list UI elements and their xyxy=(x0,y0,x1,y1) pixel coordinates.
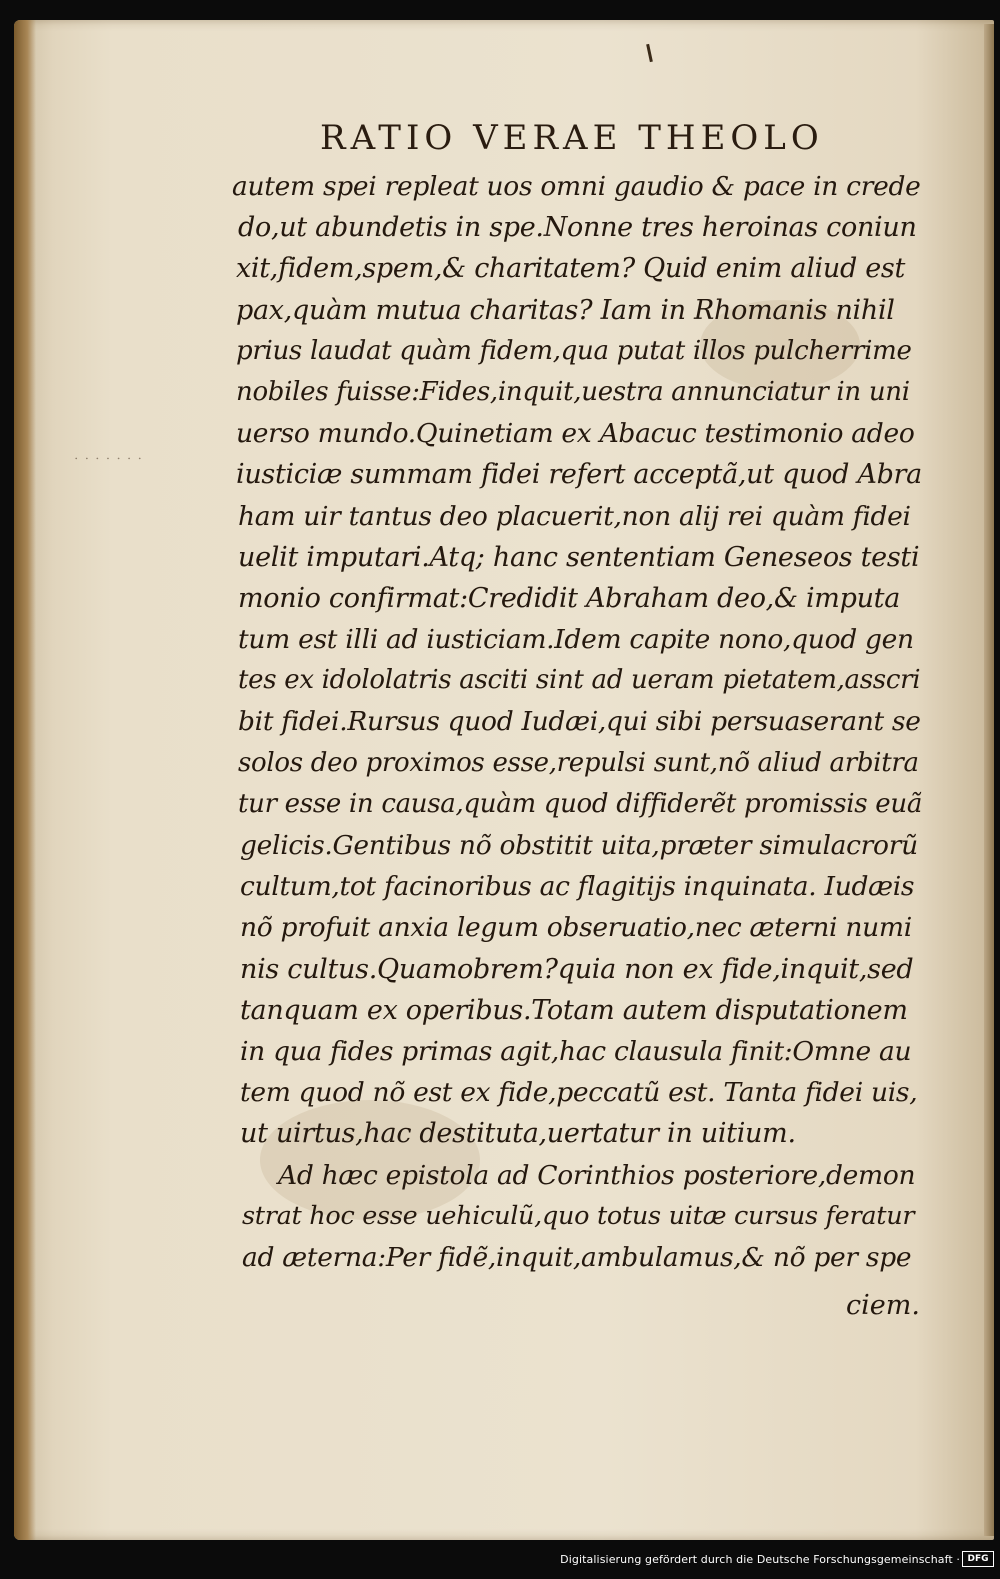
page-edge xyxy=(984,24,994,1536)
text-line: bit fidei.Rursus quod Iudæi,qui sibi persuaserant se xyxy=(238,706,921,738)
catchword: ciem. xyxy=(846,1290,920,1321)
main-text xyxy=(232,166,922,1278)
text-line: iusticiæ summam fidei refert acceptã,ut quod Abra xyxy=(236,459,922,491)
text-line: nis cultus.Quamobrem?quia non ex fide,inquit,sed xyxy=(240,953,914,985)
text-line: ham uir tantus deo placuerit,non alij rei quàm fidei xyxy=(238,500,911,532)
text-line: tem quod nõ est ex fide,peccatũ est. Tanta fidei uis, xyxy=(240,1077,918,1109)
text-line: tes ex idololatris asciti sint ad ueram pietatem,asscri xyxy=(238,665,921,696)
dfg-logo: DFG xyxy=(962,1551,994,1567)
page-gutter xyxy=(14,20,36,1540)
text-line: Ad hæc epistola ad Corinthios posteriore,demon xyxy=(278,1159,916,1191)
text-line: tum est illi ad iusticiam.Idem capite nono,quod gen xyxy=(238,624,914,656)
text-line: monio confirmat:Credidit Abraham deo,& imputa xyxy=(238,582,901,614)
text-line: xit,fidem,spem,& charitatem? Quid enim aliud est xyxy=(236,253,905,285)
text-line: prius laudat quàm fidem,qua putat illos pulcherrime xyxy=(236,335,912,366)
text-line: nobiles fuisse:Fides,inquit,uestra annunciatur in uni xyxy=(236,376,910,407)
margin-note: ⋅ ⋅ ⋅ ⋅ ⋅ ⋅ ⋅ xyxy=(74,452,143,467)
text-line: tanquam ex operibus.Totam autem disputationem xyxy=(240,994,908,1026)
text-line: uelit imputari.Atq; hanc sententiam Geneseos testi xyxy=(238,541,920,573)
text-line: gelicis.Gentibus nõ obstitit uita,præter simulacrorũ xyxy=(240,830,918,861)
text-line: ad æterna:Per fidẽ,inquit,ambulamus,& nõ per spe xyxy=(242,1241,912,1273)
text-line: cultum,tot facinoribus ac flagitijs inquinata. Iudæis xyxy=(240,871,915,903)
text-line: strat hoc esse uehiculũ,quo totus uitæ cursus feratur xyxy=(242,1200,915,1231)
text-line: in qua fides primas agit,hac clausula finit:Omne au xyxy=(240,1035,912,1067)
text-line: ut uirtus,hac destituta,uertatur in uitium. xyxy=(240,1118,796,1150)
text-line: uerso mundo.Quinetiam ex Abacuc testimonio adeo xyxy=(236,418,915,450)
running-title: RATIO VERAE THEOLO xyxy=(320,118,824,158)
text-line: tur esse in causa,quàm quod diffiderẽt promissis euã xyxy=(238,788,923,819)
funding-credit: Digitalisierung gefördert durch die Deutsche Forschungsgemeinschaft · xyxy=(560,1553,960,1566)
text-line: do,ut abundetis in spe.Nonne tres heroinas coniun xyxy=(238,212,917,244)
text-line: pax,quàm mutua charitas? Iam in Rhomanis nihil xyxy=(236,294,895,326)
text-line: solos deo proximos esse,repulsi sunt,nõ aliud arbitra xyxy=(238,747,919,778)
text-line: nõ profuit anxia legum obseruatio,nec æterni numi xyxy=(240,912,912,944)
text-line: autem spei repleat uos omni gaudio & pace in crede xyxy=(232,171,921,202)
